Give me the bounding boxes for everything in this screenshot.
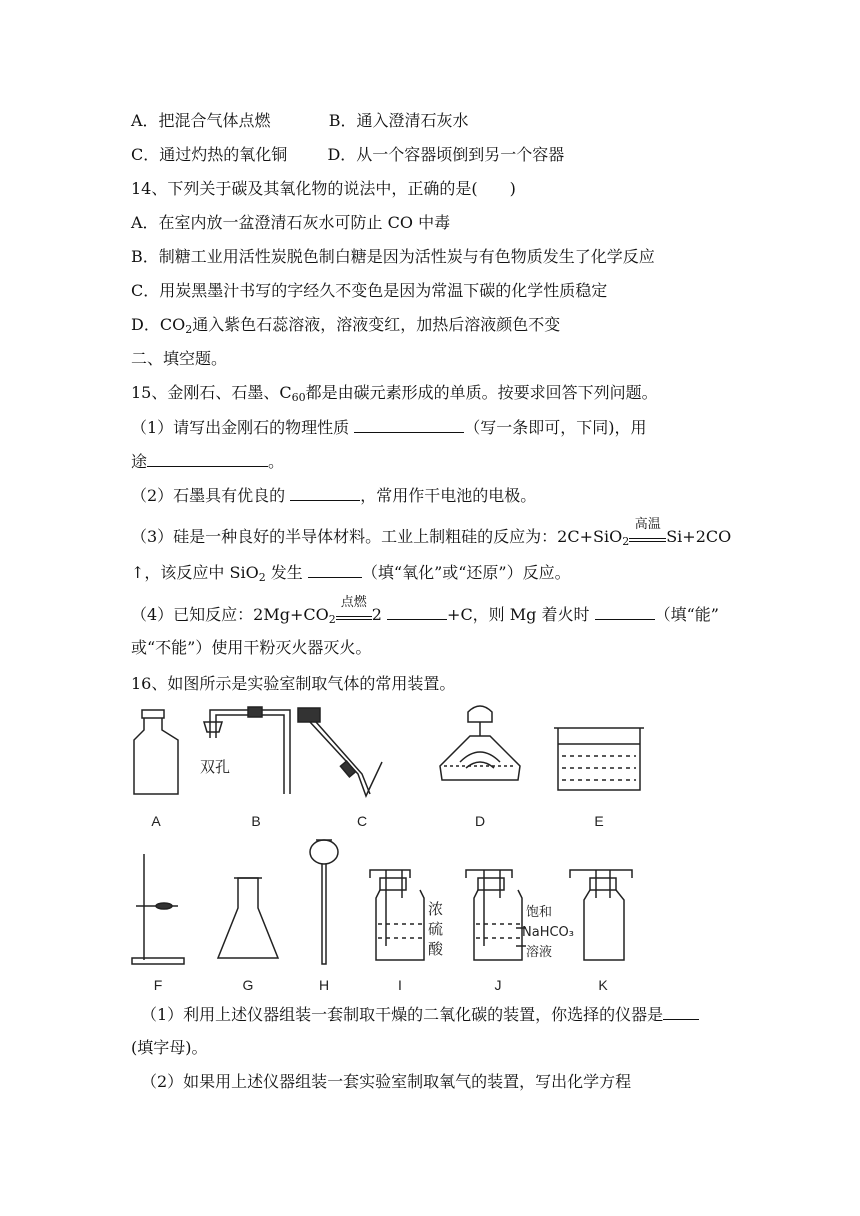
- tube-c: [298, 708, 382, 796]
- section-heading: 二、填空题。: [131, 349, 228, 368]
- condition-label: 高温: [634, 517, 661, 532]
- text: 发生: [265, 563, 308, 582]
- text: （1）利用上述仪器组装一套制取干燥的二氧化碳的装置，你选择的仪器是: [141, 1005, 664, 1024]
- text: 2: [371, 605, 388, 624]
- flask-g: [218, 878, 278, 958]
- note-b: 双孔: [200, 758, 231, 776]
- option-a: A．在室内放一盆澄清石灰水可防止 CO 中毒: [131, 213, 451, 232]
- text: （1）请写出金刚石的物理性质: [131, 418, 355, 437]
- subscript: 2: [622, 535, 630, 548]
- answer-blank[interactable]: [354, 416, 464, 433]
- sub-question-4-cont: 或“不能”）使用干粉灭火器灭火。: [131, 638, 372, 657]
- option-c: C．通过灼热的氧化铜: [131, 145, 288, 164]
- gas-bottle-k: [570, 870, 632, 960]
- text: （写一条即可，下同)，用: [464, 418, 647, 437]
- label-b: B: [251, 813, 261, 829]
- subscript: 2: [185, 323, 193, 336]
- label-f: F: [153, 977, 163, 993]
- text: （填“能”: [654, 605, 719, 624]
- answer-blank[interactable]: [387, 603, 447, 620]
- answer-blank[interactable]: [290, 484, 360, 501]
- option-d: [131, 314, 560, 336]
- sub-question-1: [131, 416, 647, 439]
- note-j-2: NaHCO₃: [522, 925, 574, 940]
- trough-e: [554, 728, 644, 790]
- option-b: B．制糖工业用活性炭脱色制白糖是因为活性炭与有色物质发生了化学反应: [131, 247, 655, 266]
- label-h: H: [318, 977, 330, 993]
- question-stem: [131, 382, 658, 404]
- subscript: 60: [291, 391, 306, 404]
- sub-question-1-cont: (填字母)。: [131, 1038, 208, 1057]
- bottle-a: [134, 710, 178, 794]
- option-b: B．通入澄清石灰水: [328, 111, 469, 130]
- sub-question-3: [131, 517, 732, 548]
- wash-bottle-j: [466, 870, 574, 960]
- label-a: A: [151, 813, 161, 829]
- text: 通入紫色石蕊溶液，溶液变红，加热后溶液颜色不变: [192, 315, 561, 334]
- answer-blank[interactable]: [663, 1003, 699, 1020]
- label-c: C: [356, 813, 368, 829]
- lamp-d: [440, 706, 520, 780]
- stopper-b: [200, 707, 290, 794]
- apparatus-figure: [120, 702, 740, 1002]
- option-row: [131, 144, 564, 166]
- text: +C，则 Mg 着火时: [447, 605, 595, 624]
- equals-bar: [336, 616, 372, 620]
- text: 。: [268, 452, 285, 471]
- option-row: [131, 110, 469, 132]
- text: （4）已知反应：2Mg+CO: [131, 605, 329, 624]
- condition-label: 点燃: [340, 595, 367, 610]
- note-i-2: 硫: [428, 920, 444, 938]
- subscript: 2: [258, 571, 266, 584]
- sub-question-1: [141, 1003, 699, 1026]
- sub-question-3-cont: [131, 561, 571, 584]
- label-g: G: [242, 977, 254, 993]
- sub-question-4: [131, 595, 719, 626]
- stand-f: [132, 854, 184, 964]
- text: ，常用作干电池的电极。: [360, 486, 537, 505]
- text: 15、金刚石、石墨、C: [131, 383, 292, 402]
- text: （填“氧化”或“还原”）反应。: [361, 563, 571, 582]
- answer-blank[interactable]: [308, 561, 362, 578]
- label-i: I: [398, 977, 402, 993]
- label-e: E: [594, 813, 604, 829]
- label-k: K: [598, 977, 608, 993]
- text: 途: [131, 452, 148, 471]
- text: （2）石墨具有优良的: [131, 486, 291, 505]
- note-j-3: 溶液: [526, 945, 553, 960]
- text: D．CO: [131, 315, 186, 334]
- subscript: 2: [328, 613, 336, 626]
- option-a: A．把混合气体点燃: [131, 111, 271, 130]
- note-i-3: 酸: [428, 940, 444, 958]
- label-d: D: [474, 813, 486, 829]
- label-j: J: [494, 977, 502, 993]
- question-stem: 16、如图所示是实验室制取气体的常用装置。: [131, 674, 456, 693]
- sub-question-2: [131, 484, 536, 507]
- note-i-1: 浓: [428, 900, 444, 918]
- answer-blank[interactable]: [595, 603, 655, 620]
- text: Si+2CO: [666, 527, 732, 546]
- text: （3）硅是一种良好的半导体材料。工业上制粗硅的反应为：2C+SiO: [131, 527, 623, 546]
- answer-blank[interactable]: [147, 450, 268, 467]
- text: 都是由碳元素形成的单质。按要求回答下列问题。: [305, 383, 658, 402]
- sub-question-2: （2）如果用上述仪器组装一套实验室制取氧气的装置，写出化学方程: [141, 1072, 632, 1091]
- note-j-1: 饱和: [526, 905, 553, 920]
- reaction-condition: [336, 595, 372, 620]
- text: ↑，该反应中 SiO: [131, 563, 259, 582]
- wash-bottle-i: [370, 870, 444, 960]
- option-c: C．用炭黑墨汁书写的字经久不变色是因为常温下碳的化学性质稳定: [131, 281, 608, 300]
- option-d: D．从一个容器顷倒到另一个容器: [327, 145, 565, 164]
- reaction-condition: [629, 517, 666, 542]
- equals-bar: [629, 538, 666, 542]
- question-stem: 14、下列关于碳及其氧化物的说法中，正确的是( ): [131, 179, 516, 198]
- funnel-h: [310, 840, 338, 964]
- sub-question-1-cont: [131, 450, 284, 473]
